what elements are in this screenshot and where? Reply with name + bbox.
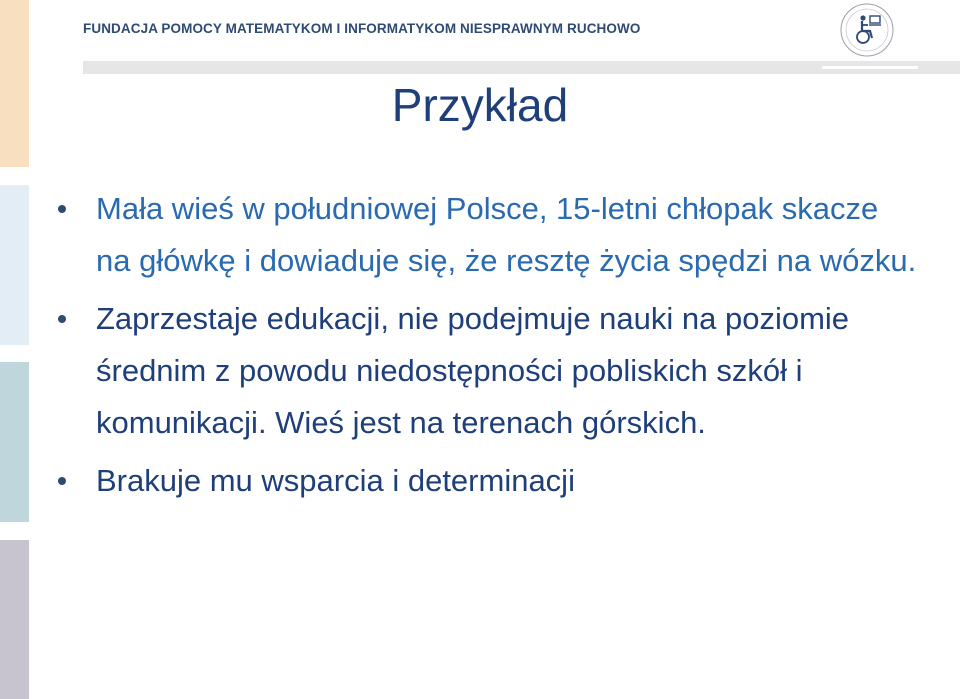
side-stripe-teal — [0, 362, 29, 522]
wheelchair-logo-icon — [839, 2, 895, 58]
bullet-item: Mała wieś w południowej Polsce, 15-letni chłopak skacze na główkę i dowiaduje się, że resztę życia spędzi na wózku. — [58, 183, 918, 287]
header-bar-accent — [822, 66, 918, 69]
bullet-item: Zaprzestaje edukacji, nie podejmuje nauki na poziomie średnim z powodu niedostępności pobliskich szkół i komunikacji. Wieś jest na terenach górskich. — [58, 293, 918, 449]
bullet-dot-icon — [58, 477, 66, 485]
foundation-logo — [839, 2, 895, 58]
organization-name: FUNDACJA POMOCY MATEMATYKOM I INFORMATYKOM NIESPRAWNYM RUCHOWO — [83, 21, 641, 36]
slide-title: Przykład — [391, 79, 569, 131]
bullet-dot-icon — [58, 205, 66, 213]
bullet-dot-icon — [58, 315, 66, 323]
bullet-list — [58, 183, 918, 513]
side-stripe-lavender — [0, 540, 29, 699]
side-stripe-light-blue — [0, 185, 29, 345]
bullet-item: Brakuje mu wsparcia i determinacji — [58, 455, 918, 507]
